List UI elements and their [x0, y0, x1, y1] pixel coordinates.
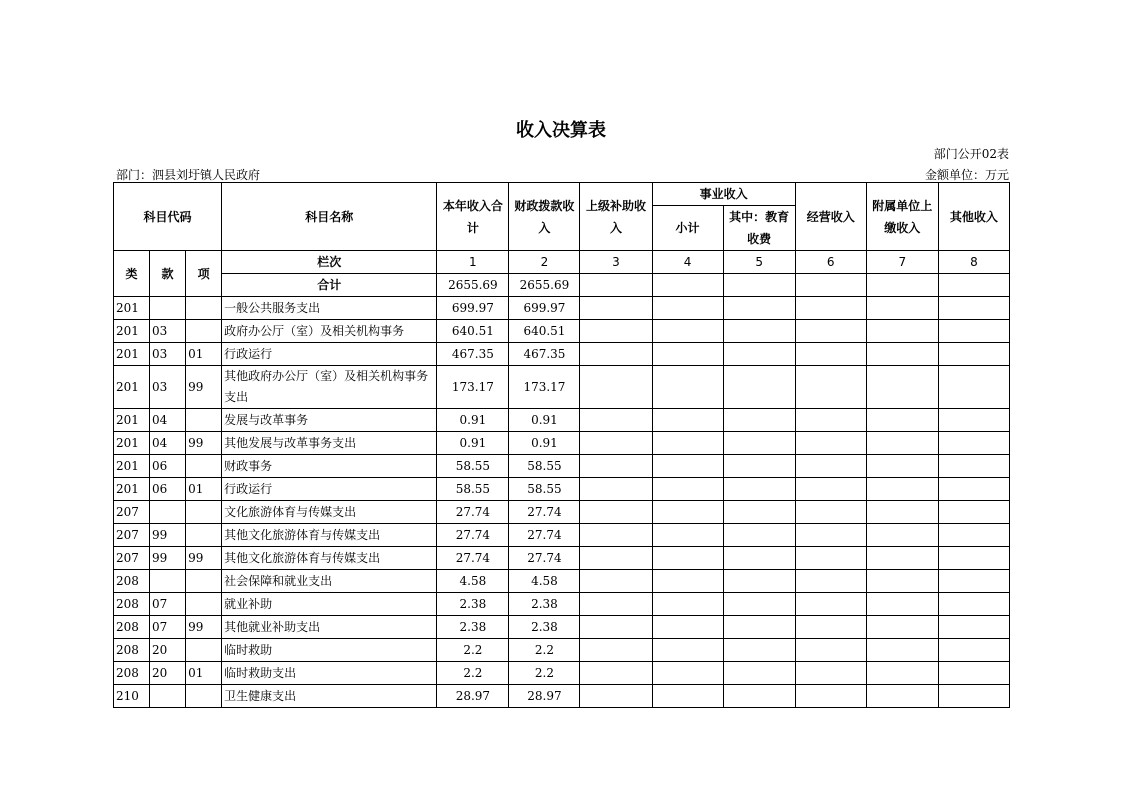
empty-cell [652, 639, 723, 662]
cell-lei: 201 [114, 297, 150, 320]
form-number: 部门公开02表 [933, 147, 1009, 161]
cell-xiang: 99 [186, 547, 222, 570]
empty-cell [580, 685, 652, 708]
empty-cell [795, 662, 866, 685]
empty-cell [580, 662, 652, 685]
empty-cell [652, 432, 723, 455]
empty-cell [580, 274, 652, 297]
table-row [114, 297, 1010, 320]
empty-cell [580, 478, 652, 501]
empty-cell [866, 639, 938, 662]
cell-total-income: 2.2 [437, 662, 509, 685]
empty-cell [652, 455, 723, 478]
cell-subject-name: 财政事务 [222, 455, 437, 478]
cell-kuan: 20 [150, 662, 186, 685]
empty-cell [866, 501, 938, 524]
cell-kuan: 04 [150, 432, 186, 455]
col-number: 6 [795, 251, 866, 274]
cell-lei: 201 [114, 478, 150, 501]
empty-cell [795, 593, 866, 616]
empty-cell [795, 501, 866, 524]
table-row [114, 432, 1010, 455]
empty-cell [795, 639, 866, 662]
cell-xiang [186, 455, 222, 478]
empty-cell [938, 662, 1009, 685]
empty-cell [580, 320, 652, 343]
empty-cell [652, 501, 723, 524]
empty-cell [652, 685, 723, 708]
table-row [114, 593, 1010, 616]
cell-xiang [186, 639, 222, 662]
cell-fiscal-appropriation: 0.91 [509, 409, 580, 432]
empty-cell [652, 570, 723, 593]
empty-cell [723, 524, 795, 547]
cell-lei: 207 [114, 501, 150, 524]
col-number: 1 [437, 251, 509, 274]
cell-subject-name: 其他文化旅游体育与传媒支出 [222, 547, 437, 570]
empty-cell [652, 320, 723, 343]
col-number: 5 [723, 251, 795, 274]
empty-cell [866, 455, 938, 478]
table-row [114, 455, 1010, 478]
empty-cell [652, 547, 723, 570]
cell-subject-name: 其他政府办公厅（室）及相关机构事务支出 [222, 366, 437, 409]
cell-kuan [150, 570, 186, 593]
empty-cell [795, 366, 866, 409]
cell-total-income: 173.17 [437, 366, 509, 409]
cell-lei: 201 [114, 366, 150, 409]
cell-total-income: 27.74 [437, 501, 509, 524]
empty-cell [938, 570, 1009, 593]
cell-fiscal-appropriation: 467.35 [509, 343, 580, 366]
cell-lei: 207 [114, 547, 150, 570]
empty-cell [866, 524, 938, 547]
empty-cell [580, 616, 652, 639]
cell-subject-name: 卫生健康支出 [222, 685, 437, 708]
empty-cell [938, 409, 1009, 432]
empty-cell [723, 593, 795, 616]
empty-cell [723, 274, 795, 297]
cell-fiscal-appropriation: 58.55 [509, 478, 580, 501]
header-subject-code: 科目代码 [114, 183, 222, 251]
empty-cell [652, 478, 723, 501]
cell-subject-name: 其他文化旅游体育与传媒支出 [222, 524, 437, 547]
table-row [114, 662, 1010, 685]
cell-total-income: 58.55 [437, 455, 509, 478]
page-title: 收入决算表 [516, 120, 606, 141]
cell-fiscal-appropriation: 173.17 [509, 366, 580, 409]
empty-cell [652, 616, 723, 639]
empty-cell [723, 570, 795, 593]
col-number: 2 [509, 251, 580, 274]
empty-cell [795, 409, 866, 432]
cell-fiscal-appropriation: 27.74 [509, 501, 580, 524]
cell-total-income: 27.74 [437, 524, 509, 547]
header-total-income: 本年收入合计 [437, 183, 509, 251]
empty-cell [795, 478, 866, 501]
cell-kuan: 03 [150, 320, 186, 343]
empty-cell [580, 343, 652, 366]
cell-total-income: 4.58 [437, 570, 509, 593]
col-number: 4 [652, 251, 723, 274]
cell-subject-name: 社会保障和就业支出 [222, 570, 437, 593]
col-number: 8 [938, 251, 1009, 274]
header-operating-income: 经营收入 [795, 183, 866, 251]
empty-cell [938, 616, 1009, 639]
empty-cell [652, 343, 723, 366]
cell-total-income: 27.74 [437, 547, 509, 570]
cell-kuan [150, 501, 186, 524]
amount-unit-label: 金额单位：万元 [924, 168, 1009, 182]
cell-fiscal-appropriation: 2.38 [509, 616, 580, 639]
empty-cell [866, 616, 938, 639]
total-fiscal-value: 2655.69 [509, 274, 580, 297]
cell-total-income: 0.91 [437, 432, 509, 455]
empty-cell [795, 685, 866, 708]
cell-xiang [186, 593, 222, 616]
empty-cell [723, 685, 795, 708]
cell-subject-name: 行政运行 [222, 478, 437, 501]
empty-cell [580, 639, 652, 662]
empty-cell [938, 455, 1009, 478]
empty-cell [580, 570, 652, 593]
cell-xiang: 01 [186, 662, 222, 685]
empty-cell [723, 501, 795, 524]
cell-lei: 208 [114, 616, 150, 639]
empty-cell [938, 685, 1009, 708]
empty-cell [723, 297, 795, 320]
header-business-income: 事业收入 [652, 183, 795, 206]
cell-xiang [186, 524, 222, 547]
empty-cell [866, 662, 938, 685]
cell-subject-name: 就业补助 [222, 593, 437, 616]
cell-lei: 201 [114, 432, 150, 455]
cell-kuan: 99 [150, 524, 186, 547]
cell-kuan: 20 [150, 639, 186, 662]
cell-kuan: 07 [150, 616, 186, 639]
empty-cell [938, 343, 1009, 366]
empty-cell [723, 639, 795, 662]
cell-total-income: 58.55 [437, 478, 509, 501]
cell-fiscal-appropriation: 27.74 [509, 524, 580, 547]
table-row [114, 524, 1010, 547]
empty-cell [795, 524, 866, 547]
cell-lei: 208 [114, 593, 150, 616]
cell-total-income: 2.38 [437, 616, 509, 639]
empty-cell [938, 432, 1009, 455]
cell-fiscal-appropriation: 699.97 [509, 297, 580, 320]
header-kuan: 款 [150, 251, 186, 297]
empty-cell [723, 320, 795, 343]
empty-cell [938, 501, 1009, 524]
empty-cell [723, 662, 795, 685]
total-label: 合计 [222, 274, 437, 297]
table-row [114, 570, 1010, 593]
cell-kuan [150, 297, 186, 320]
cell-fiscal-appropriation: 58.55 [509, 455, 580, 478]
header-xiang: 项 [186, 251, 222, 297]
cell-fiscal-appropriation: 4.58 [509, 570, 580, 593]
cell-fiscal-appropriation: 28.97 [509, 685, 580, 708]
empty-cell [866, 547, 938, 570]
cell-kuan: 04 [150, 409, 186, 432]
header-fiscal-appropriation: 财政拨款收入 [509, 183, 580, 251]
empty-cell [723, 547, 795, 570]
empty-cell [795, 570, 866, 593]
table-row [114, 409, 1010, 432]
empty-cell [580, 547, 652, 570]
empty-cell [580, 524, 652, 547]
department-label: 部门：泗县刘圩镇人民政府 [116, 168, 261, 182]
cell-total-income: 2.2 [437, 639, 509, 662]
col-number: 3 [580, 251, 652, 274]
empty-cell [795, 320, 866, 343]
table-row [114, 616, 1010, 639]
empty-cell [795, 297, 866, 320]
cell-subject-name: 其他就业补助支出 [222, 616, 437, 639]
col-number: 7 [866, 251, 938, 274]
header-subtotal: 小计 [652, 206, 723, 251]
cell-xiang: 01 [186, 343, 222, 366]
empty-cell [938, 274, 1009, 297]
empty-cell [866, 593, 938, 616]
cell-xiang: 01 [186, 478, 222, 501]
empty-cell [652, 409, 723, 432]
empty-cell [938, 366, 1009, 409]
empty-cell [580, 432, 652, 455]
cell-lei: 201 [114, 320, 150, 343]
table-row [114, 639, 1010, 662]
cell-subject-name: 其他发展与改革事务支出 [222, 432, 437, 455]
cell-kuan: 99 [150, 547, 186, 570]
cell-kuan: 03 [150, 343, 186, 366]
empty-cell [938, 593, 1009, 616]
empty-cell [580, 366, 652, 409]
table-row [114, 501, 1010, 524]
cell-kuan: 07 [150, 593, 186, 616]
cell-fiscal-appropriation: 2.2 [509, 662, 580, 685]
empty-cell [866, 297, 938, 320]
table-row [114, 320, 1010, 343]
table-row [114, 366, 1010, 409]
table-row [114, 343, 1010, 366]
cell-total-income: 28.97 [437, 685, 509, 708]
empty-cell [938, 478, 1009, 501]
empty-cell [723, 616, 795, 639]
cell-subject-name: 文化旅游体育与传媒支出 [222, 501, 437, 524]
empty-cell [866, 409, 938, 432]
empty-cell [580, 409, 652, 432]
empty-cell [795, 616, 866, 639]
total-income-value: 2655.69 [437, 274, 509, 297]
cell-subject-name: 发展与改革事务 [222, 409, 437, 432]
empty-cell [580, 593, 652, 616]
empty-cell [938, 524, 1009, 547]
cell-subject-name: 一般公共服务支出 [222, 297, 437, 320]
empty-cell [866, 274, 938, 297]
empty-cell [795, 432, 866, 455]
cell-lei: 208 [114, 639, 150, 662]
cell-fiscal-appropriation: 0.91 [509, 432, 580, 455]
cell-total-income: 467.35 [437, 343, 509, 366]
cell-lei: 201 [114, 455, 150, 478]
empty-cell [866, 343, 938, 366]
empty-cell [795, 274, 866, 297]
cell-subject-name: 政府办公厅（室）及相关机构事务 [222, 320, 437, 343]
empty-cell [580, 297, 652, 320]
cell-lei: 208 [114, 570, 150, 593]
cell-lei: 201 [114, 409, 150, 432]
header-other-income: 其他收入 [938, 183, 1009, 251]
income-statement-table [113, 182, 1010, 708]
empty-cell [723, 366, 795, 409]
header-subject-name: 科目名称 [222, 183, 437, 251]
empty-cell [866, 570, 938, 593]
cell-xiang [186, 297, 222, 320]
cell-xiang: 99 [186, 616, 222, 639]
empty-cell [652, 593, 723, 616]
cell-total-income: 699.97 [437, 297, 509, 320]
cell-subject-name: 临时救助 [222, 639, 437, 662]
empty-cell [580, 455, 652, 478]
empty-cell [723, 409, 795, 432]
header-column-no: 栏次 [222, 251, 437, 274]
empty-cell [938, 320, 1009, 343]
cell-total-income: 640.51 [437, 320, 509, 343]
cell-fiscal-appropriation: 2.38 [509, 593, 580, 616]
cell-xiang [186, 685, 222, 708]
empty-cell [723, 343, 795, 366]
empty-cell [795, 455, 866, 478]
cell-fiscal-appropriation: 27.74 [509, 547, 580, 570]
cell-lei: 207 [114, 524, 150, 547]
empty-cell [723, 455, 795, 478]
table-row [114, 478, 1010, 501]
cell-total-income: 0.91 [437, 409, 509, 432]
cell-total-income: 2.38 [437, 593, 509, 616]
cell-xiang: 99 [186, 432, 222, 455]
cell-xiang [186, 409, 222, 432]
empty-cell [652, 524, 723, 547]
empty-cell [866, 685, 938, 708]
empty-cell [866, 478, 938, 501]
empty-cell [938, 639, 1009, 662]
empty-cell [866, 320, 938, 343]
empty-cell [795, 547, 866, 570]
cell-xiang [186, 570, 222, 593]
cell-kuan: 03 [150, 366, 186, 409]
table-row [114, 685, 1010, 708]
header-affiliated-payment: 附属单位上缴收入 [866, 183, 938, 251]
empty-cell [866, 366, 938, 409]
empty-cell [652, 297, 723, 320]
cell-subject-name: 临时救助支出 [222, 662, 437, 685]
empty-cell [723, 478, 795, 501]
empty-cell [652, 274, 723, 297]
cell-fiscal-appropriation: 640.51 [509, 320, 580, 343]
header-lei: 类 [114, 251, 150, 297]
table-row [114, 547, 1010, 570]
cell-lei: 208 [114, 662, 150, 685]
empty-cell [580, 501, 652, 524]
cell-xiang [186, 501, 222, 524]
empty-cell [723, 432, 795, 455]
header-of-which-education: 其中：教育收费 [723, 206, 795, 251]
empty-cell [938, 547, 1009, 570]
cell-kuan: 06 [150, 455, 186, 478]
empty-cell [866, 432, 938, 455]
cell-fiscal-appropriation: 2.2 [509, 639, 580, 662]
cell-lei: 210 [114, 685, 150, 708]
cell-kuan [150, 685, 186, 708]
empty-cell [652, 366, 723, 409]
cell-subject-name: 行政运行 [222, 343, 437, 366]
cell-xiang: 99 [186, 366, 222, 409]
empty-cell [652, 662, 723, 685]
empty-cell [938, 297, 1009, 320]
cell-xiang [186, 320, 222, 343]
cell-lei: 201 [114, 343, 150, 366]
header-superior-subsidy: 上级补助收入 [580, 183, 652, 251]
cell-kuan: 06 [150, 478, 186, 501]
empty-cell [795, 343, 866, 366]
